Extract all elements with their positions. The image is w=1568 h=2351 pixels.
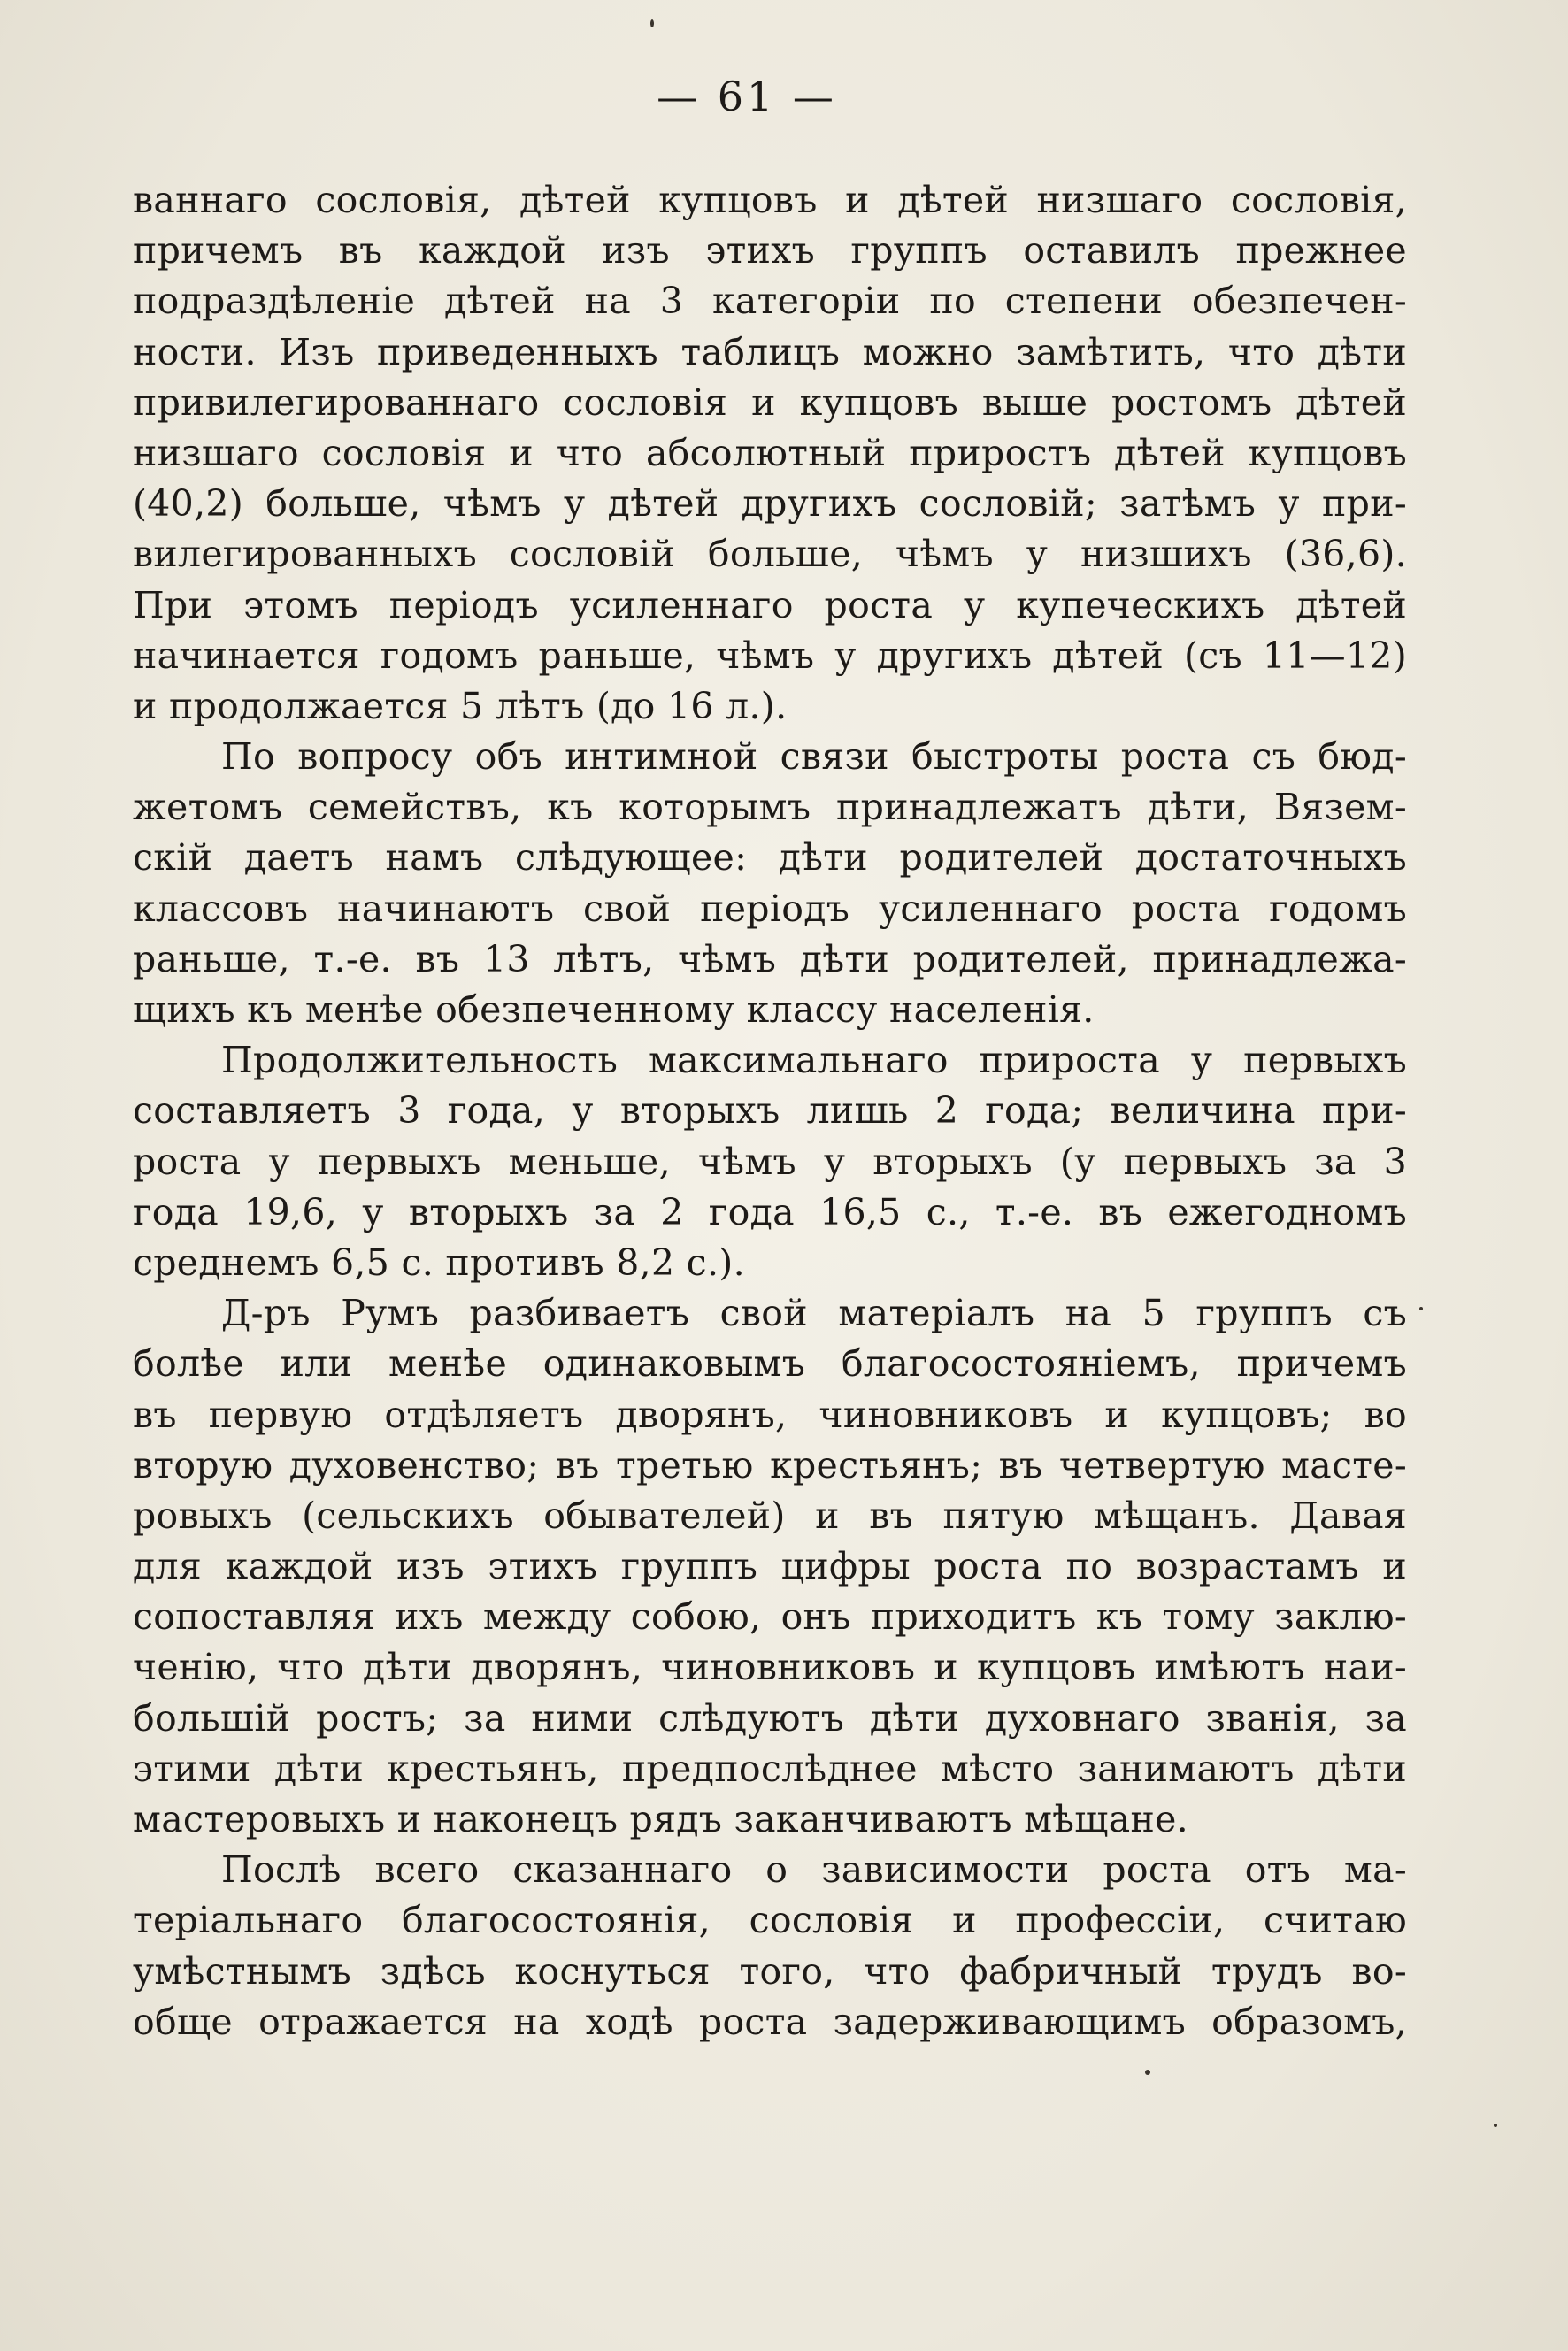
paragraph-start-line: Послѣ всего сказаннаго о зависимости роста отъ ма- xyxy=(221,1848,1407,1892)
paragraph-start-line: Продолжительность максимальнаго прироста у первыхъ xyxy=(221,1039,1407,1082)
text-line: привилегированнаго сословія и купцовъ выше ростомъ дѣтей xyxy=(133,380,1407,424)
text-line: При этомъ періодъ усиленнаго роста у купеческихъ дѣтей xyxy=(133,583,1407,626)
paper-speck xyxy=(1419,1307,1423,1310)
text-line: причемъ въ каждой изъ этихъ группъ оставилъ прежнее xyxy=(133,229,1407,273)
paragraph-start-line: Д-ръ Румъ разбиваетъ свой матеріалъ на 5 группъ съ xyxy=(221,1292,1407,1335)
text-line: въ первую отдѣляетъ дворянъ, чиновниковъ и купцовъ; во xyxy=(133,1393,1407,1436)
text-line: жетомъ семействъ, къ которымъ принадлежатъ дѣти, Вязем- xyxy=(133,786,1407,829)
text-line: теріальнаго благосостоянія, сословія и профессіи, считаю xyxy=(133,1899,1407,1942)
paragraph-end-line: мастеровыхъ и наконецъ рядъ заканчиваютъ мѣщане. xyxy=(133,1798,1188,1840)
text-line: года 19,6, у вторыхъ за 2 года 16,5 с., т.-е. въ ежегодномъ xyxy=(133,1190,1407,1233)
text-line: ченію, что дѣти дворянъ, чиновниковъ и купцовъ имѣютъ наи- xyxy=(133,1646,1407,1689)
text-line: ности. Изъ приведенныхъ таблицъ можно замѣтить, что дѣти xyxy=(133,330,1407,373)
paragraph-end-line: щихъ къ менѣе обезпеченному классу населенія. xyxy=(133,988,1095,1031)
text-line: роста у первыхъ меньше, чѣмъ у вторыхъ (у первыхъ за 3 xyxy=(133,1140,1407,1183)
text-line: вторую духовенство; въ третью крестьянъ; въ четвертую масте- xyxy=(133,1443,1407,1487)
text-line: (40,2) больше, чѣмъ у дѣтей другихъ сословій; затѣмъ у при- xyxy=(133,482,1407,526)
paper-speck xyxy=(1494,2124,1497,2127)
text-line: скій даетъ намъ слѣдующее: дѣти родителей достаточныхъ xyxy=(133,836,1407,880)
text-line: болѣе или менѣе одинаковымъ благосостояніемъ, причемъ xyxy=(133,1342,1407,1386)
text-line: классовъ начинаютъ свой періодъ усиленнаго роста годомъ xyxy=(133,887,1407,930)
text-line: большій ростъ; за ними слѣдуютъ дѣти духовнаго званія, за xyxy=(133,1696,1407,1740)
page-number: — 61 — xyxy=(657,73,837,120)
body-text xyxy=(133,175,1407,2048)
text-line: для каждой изъ этихъ группъ цифры роста по возрастамъ и xyxy=(133,1545,1407,1588)
text-line: раньше, т.-е. въ 13 лѣтъ, чѣмъ дѣти родителей, принадлежа- xyxy=(133,937,1407,980)
text-line: низшаго сословія и что абсолютный приростъ дѣтей купцовъ xyxy=(133,431,1407,474)
text-line: начинается годомъ раньше, чѣмъ у другихъ дѣтей (съ 11—12) xyxy=(133,634,1407,677)
text-line: этими дѣти крестьянъ, предпослѣднее мѣсто занимаютъ дѣти xyxy=(133,1747,1407,1790)
text-line: сопоставляя ихъ между собою, онъ приходитъ къ тому заклю- xyxy=(133,1595,1407,1639)
text-line: вилегированныхъ сословій больше, чѣмъ у низшихъ (36,6). xyxy=(133,533,1407,576)
paper-speck xyxy=(1145,2070,1150,2075)
text-line: ваннаго сословія, дѣтей купцовъ и дѣтей низшаго сословія, xyxy=(133,179,1407,221)
paragraph-end-line: и продолжается 5 лѣтъ (до 16 л.). xyxy=(133,684,788,727)
paragraph-end-line: среднемъ 6,5 с. противъ 8,2 с.). xyxy=(133,1241,745,1284)
paper-speck xyxy=(650,19,654,27)
text-line: ровыхъ (сельскихъ обывателей) и въ пятую мѣщанъ. Давая xyxy=(133,1494,1407,1537)
text-line: обще отражается на ходѣ роста задерживающимъ образомъ, xyxy=(133,2000,1407,2043)
text-line: составляетъ 3 года, у вторыхъ лишь 2 года; величина при- xyxy=(133,1089,1407,1133)
text-line: умѣстнымъ здѣсь коснуться того, что фабричный трудъ во- xyxy=(133,1949,1407,1993)
text-line: подраздѣленіе дѣтей на 3 категоріи по степени обезпечен- xyxy=(133,280,1407,323)
paragraph-start-line: По вопросу объ интимной связи быстроты роста съ бюд- xyxy=(221,735,1407,779)
